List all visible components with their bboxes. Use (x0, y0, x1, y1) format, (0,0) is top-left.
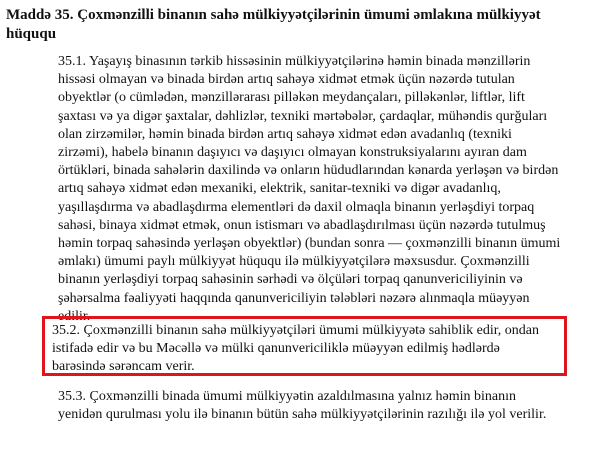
paragraph-35-3 (58, 388, 578, 424)
paragraph-35-2 (52, 322, 572, 377)
paragraph-line: əmlakı) ümumi paylı mülkiyyət hüququ ilə mülkiyyətçilərə məxsusdur. Çoxmənzilli (58, 254, 530, 270)
paragraph-line: obyektlər (o cümlədən, mənzillərarası pilləkən meydançaları, pilləkənlər, liftlər, lift (58, 90, 525, 106)
paragraph-line: yenidən qurulması yolu ilə binanın bütün sahə mülkiyyətçilərinin razılığı ilə yol verilir. (58, 407, 547, 423)
paragraph-line: artıq sahəyə xidmət edən mexaniki, elektrik, sanitar-texniki və digər avadanlıq, (58, 181, 501, 197)
paragraph-line: edilir. (58, 308, 91, 324)
paragraph-line: həmin torpaq sahəsində yerləşən obyektlər) (bundan sonra — çoxmənzilli binanın ümumi (58, 236, 561, 252)
paragraph-line: yaşıllaşdırma və abadlaşdırma elementləri də daxil olmaqla binanın yerləşdiyi torpaq (58, 199, 535, 215)
paragraph-line: barəsində sərəncam verir. (52, 359, 195, 375)
paragraph-35-1 (58, 53, 578, 326)
paragraph-line: şaxtası və ya digər şaxtalar, dəhlizlər, texniki mərtəbələr, çardaqlar, mühəndis qurğuları (58, 108, 548, 124)
paragraph-line: şəhərsalma fəaliyyəti haqqında qanunvericiliyin tələbləri nəzərə alınmaqla müəyyən (58, 290, 530, 306)
paragraph-line: istifadə edir və bu Məcəllə və mülki qanunvericiliklə müəyyən edilmiş hədlərdə (52, 341, 500, 357)
paragraph-line: olan zirzəmilər, həmin binada birdən artıq sahəyə xidmət edən avadanlıq (texniki (58, 126, 512, 142)
paragraph-line: hissəsi olmayan və binada birdən artıq sahəyə xidmət etmək üçün nəzərdə tutulan (58, 72, 515, 88)
paragraph-line: binanın yerləşdiyi torpaq sahəsinin sərhədi və ölçüləri torpaq qanunvericiliyinin və (58, 272, 523, 288)
article-heading (6, 6, 586, 44)
paragraph-line: örtükləri, binada sahələrin daxilində və onların hüdudlarından kənarda yerləşən və birdən (58, 163, 559, 179)
paragraph-line: 35.2. Çoxmənzilli binanın sahə mülkiyyətçiləri ümumi mülkiyyətə sahiblik edir, ondan (52, 323, 540, 338)
paragraph-line: sahəsi, binaya xidmət etmək, onun istismarı və abadlaşdırılması üçün nəzərdə tutulmuş (58, 217, 546, 233)
paragraph-line: 35.1. Yaşayış binasının tərkib hissəsinin mülkiyyətçilərinə həmin binada mənzillərin (58, 54, 531, 69)
paragraph-line: 35.3. Çoxmənzilli binada ümumi mülkiyyətin azaldılmasına yalnız həmin binanın (58, 389, 517, 404)
heading-line: Maddə 35. Çoxmənzilli binanın sahə mülkiyyətçilərinin ümumi əmlakına mülkiyyət (6, 7, 541, 23)
heading-line: hüququ (6, 26, 57, 42)
paragraph-line: zirzəmi), habelə binanın daşıyıcı və daşıyıcı olmayan konstruksiyalarını ayıran dam (58, 145, 527, 161)
